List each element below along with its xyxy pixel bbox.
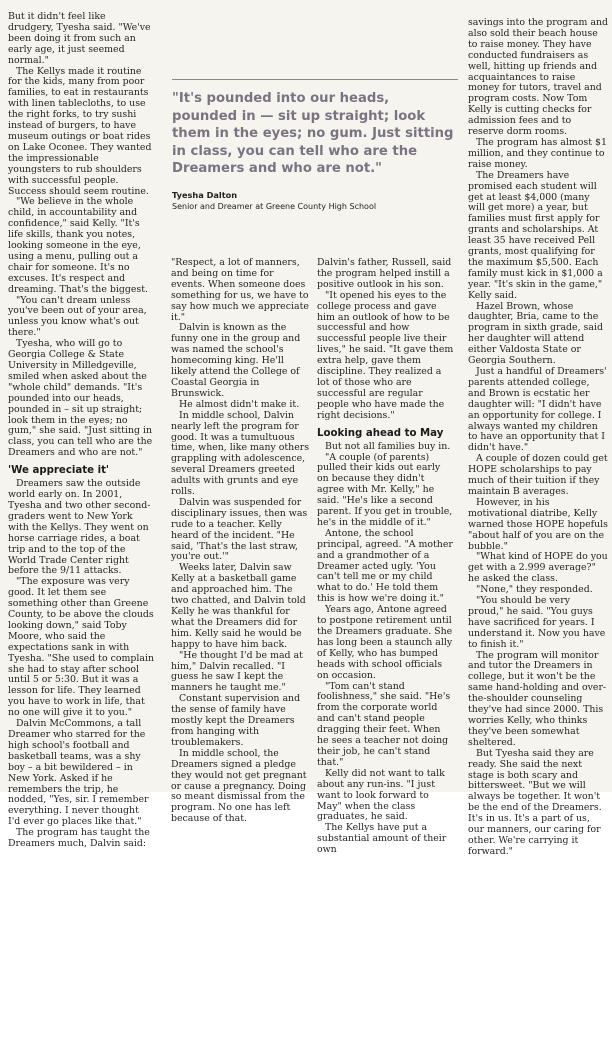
paragraph: The Kellys have put a substantial amount of their own xyxy=(317,822,447,856)
paragraph: Dalvin McCommons, a tall Dreamer who starred for the high school's football and basketball teams, was a shy boy – a bit bewildered – in New York. Asked if he remembers the trip, he nodded, "Yes, sir. I remember everything. I never thought I'd ever go places like that." xyxy=(8,718,149,828)
paragraph: Weeks later, Dalvin saw Kelly at a basketball game and approached him. The two chatted, and Dalvin told Kelly he was thankful for what the Dreamers did for him. Kelly said he would be happy to have him back. xyxy=(171,562,306,650)
paragraph: A couple of dozen could get HOPE scholarships to pay much of their tuition if they maintain B averages. xyxy=(468,453,608,497)
paragraph: "You should be very proud," he said. "You guys have sacrificed for years. I understand it. Now you have to finish it." xyxy=(468,595,606,650)
pull-quote-attribution-name: Tyesha Dalton xyxy=(172,189,238,200)
paragraph: Just a handful of Dreamers' parents attended college, and Brown is ecstatic her daughter will: "I didn't have an opportunity for college. I always wanted my children to have an opportunity that I didn't have." xyxy=(468,366,607,454)
subheading: Looking ahead to May xyxy=(317,427,444,439)
paragraph: "A couple (of parents) pulled their kids out early on because they didn't agree with Mr. Kelly," he said. "He's like a second parent. If you get in trouble, he's in the middle of it." xyxy=(317,451,453,528)
paragraph: The program has almost $1 million, and they continue to raise money. xyxy=(468,136,607,170)
paragraph: "None," they responded. xyxy=(476,584,593,596)
paragraph: In middle school, the Dreamers signed a pledge they would not get pregnant or cause a pregnancy. Doing so meant dismissal from the program. No one has left because of that. xyxy=(171,747,307,825)
article-column-2 xyxy=(171,0,310,1050)
paragraph: Tyesha, who will go to Georgia College & State University in Milledgeville, smiled when asked about the "whole child" demands. "It's pounded into our heads, pounded in – sit up straight; look them in the eyes; no gum," she said. "Just sitting in class, you can tell who are the Dreamers and who are not." xyxy=(8,338,153,459)
paragraph: "Tom can't stand foolishness," she said. "He's from the corporate world and can't stand people dragging their feet. When he sees a teacher not doing their job, he can't stand that." xyxy=(317,680,451,768)
pull-quote-attribution-title: Senior and Dreamer at Greene County High School xyxy=(172,201,377,211)
article-column-3 xyxy=(317,0,454,1050)
paragraph: "The exposure was very good. It let them see something other than Greene County, to be above the clouds looking down," said Toby Moore, who said the expectations sank in with Tyesha. "She used to complain she had to stay after school until 5 or 5:30. But it was a lesson for life. They learned you have to work in life, that no one will give it to you." xyxy=(8,576,154,719)
paragraph: Antone, the school principal, agreed. "A mother and a grandmother of a Dreamer acted ugly. 'You can't tell me or my child what to do.' He told them this is how we're doing it." xyxy=(317,527,453,605)
paragraph: The program will monitor and tutor the Dreamers in college, but it won't be the same hand-holding and over-the-shoulder counseling they've had since 2000. This worries Kelly, who thinks they've been somewhat sheltered. xyxy=(468,649,607,748)
paragraph: Constant supervision and the sense of family have mostly kept the Dreamers from hanging with troublemakers. xyxy=(171,693,301,748)
paragraph: Kelly did not want to talk about any run-ins. "I just want to look forward to May" when the class graduates, he said. xyxy=(317,767,445,823)
article-column-1 xyxy=(8,0,154,850)
subheading: 'We appreciate it' xyxy=(8,465,110,477)
paragraph: But Tyesha said they are ready. She said the next stage is both scary and bittersweet. "But we will always be together. It won't be the end of the Dreamers. It's in us. It's a part of us, our manners, our caring for other. We're carrying it forward." xyxy=(468,747,602,857)
paragraph: Dreamers saw the outside world early on. In 2001, Tyesha and two other second-graders went to New York with the Kellys. They went on horse carriage rides, a boat trip and to the top of the World Trade Center right before the 9/11 attacks. xyxy=(8,478,151,577)
paragraph: "You can't dream unless you've been out of your area, unless you know what's out there." xyxy=(8,294,147,339)
paragraph: Years ago, Antone agreed to postpone retirement until the Dreamers graduate. She has long been a staunch ally of Kelly, who has bumped heads with school officials on occasion. xyxy=(317,604,453,681)
paragraph: However, in his motivational diatribe, Kelly warned those HOPE hopefuls "about half of you are on the bubble." xyxy=(468,496,608,552)
paragraph: Dalvin is known as the funny one in the group and was named the school's homecoming king. He'll likely attend the College of Coastal Georgia in Brunswick. xyxy=(171,322,301,399)
paragraph: The Kellys made it routine for the kids, many from poor families, to eat in restaurants with linen tablecloths, to use the right forks, to try sushi instead of burgers, to have museum outings or boat rides on Lake Oconee. They wanted the impressionable youngsters to rub shoulders with successful people. Success should seem routine. xyxy=(8,65,152,197)
paragraph: He almost didn't make it. xyxy=(179,398,300,410)
paragraph: "It opened his eyes to the college process and gave him an outlook of how to be successful and how successful people live their lives," he said. "It gave them extra help, gave them discipline. They realized a lot of those who are successful are regular people who have made the right decisions." xyxy=(317,289,454,421)
paragraph: "Respect, a lot of manners, and being on time for events. When someone does something for us, we have to say how much we appreciate it." xyxy=(171,257,309,323)
paragraph: The program has taught the Dreamers much, Dalvin said: xyxy=(8,827,150,850)
article-column-4 xyxy=(468,0,608,857)
paragraph: Dalvin was suspended for disciplinary issues, then was rude to a teacher. Kelly heard of the incident. "He said, 'That's the last straw, you're out.'" xyxy=(171,496,308,563)
paragraph: "What kind of HOPE do you get with a 2.999 average?" he asked the class. xyxy=(468,551,608,585)
paragraph: "He thought I'd be mad at him," Dalvin recalled. "I guess he saw I kept the manners he taught me." xyxy=(171,649,303,694)
paragraph: But not all families buy in. xyxy=(325,440,451,452)
paragraph: But it didn't feel like drudgery, Tyesha said. "We've been doing it from such an early age, it just seemed normal." xyxy=(8,11,151,66)
paragraph: Hazel Brown, whose daughter, Bria, came to the program in sixth grade, said her daughter will attend either Valdosta State or Georgia Southern. xyxy=(468,300,603,367)
paragraph: savings into the program and also sold their beach house to raise money. They have conducted fundraisers as well, hitting up friends and acquaintances to raise money for tutors, travel and program costs. Now Tom Kelly is cutting checks for admission fees and to reserve dorm rooms. xyxy=(468,17,608,138)
paragraph: "We believe in the whole child, in accountability and confidence," said Kelly. "It's life skills, thank you notes, looking someone in the eye, using a menu, pulling out a chair for someone. It's no excuses. It's respect and dreaming. That's the biggest. xyxy=(8,196,148,295)
paragraph: Dalvin's father, Russell, said the program helped instill a positive outlook in his son. xyxy=(317,257,452,290)
pull-quote-text: "It's pounded into our heads, pounded in — sit up straight; look them in the eyes; no gum. Just sitting in class, you can tell who are the Dreamers and who are not." xyxy=(172,91,454,176)
paragraph: In middle school, Dalvin nearly left the program for good. It was a tumultuous time, when, like many others grappling with adolescence, several Dreamers greeted adults with grunts and eye rolls. xyxy=(171,409,310,498)
paragraph: The Dreamers have promised each student will get at least $4,000 (many will get more) a year, but families must first apply for grants and scholarships. At least 35 have received Pell grants, most qualifying for the maximum $5,500. Each family must kick in $1,000 a year. "It's skin in the game," Kelly said. xyxy=(468,169,603,301)
